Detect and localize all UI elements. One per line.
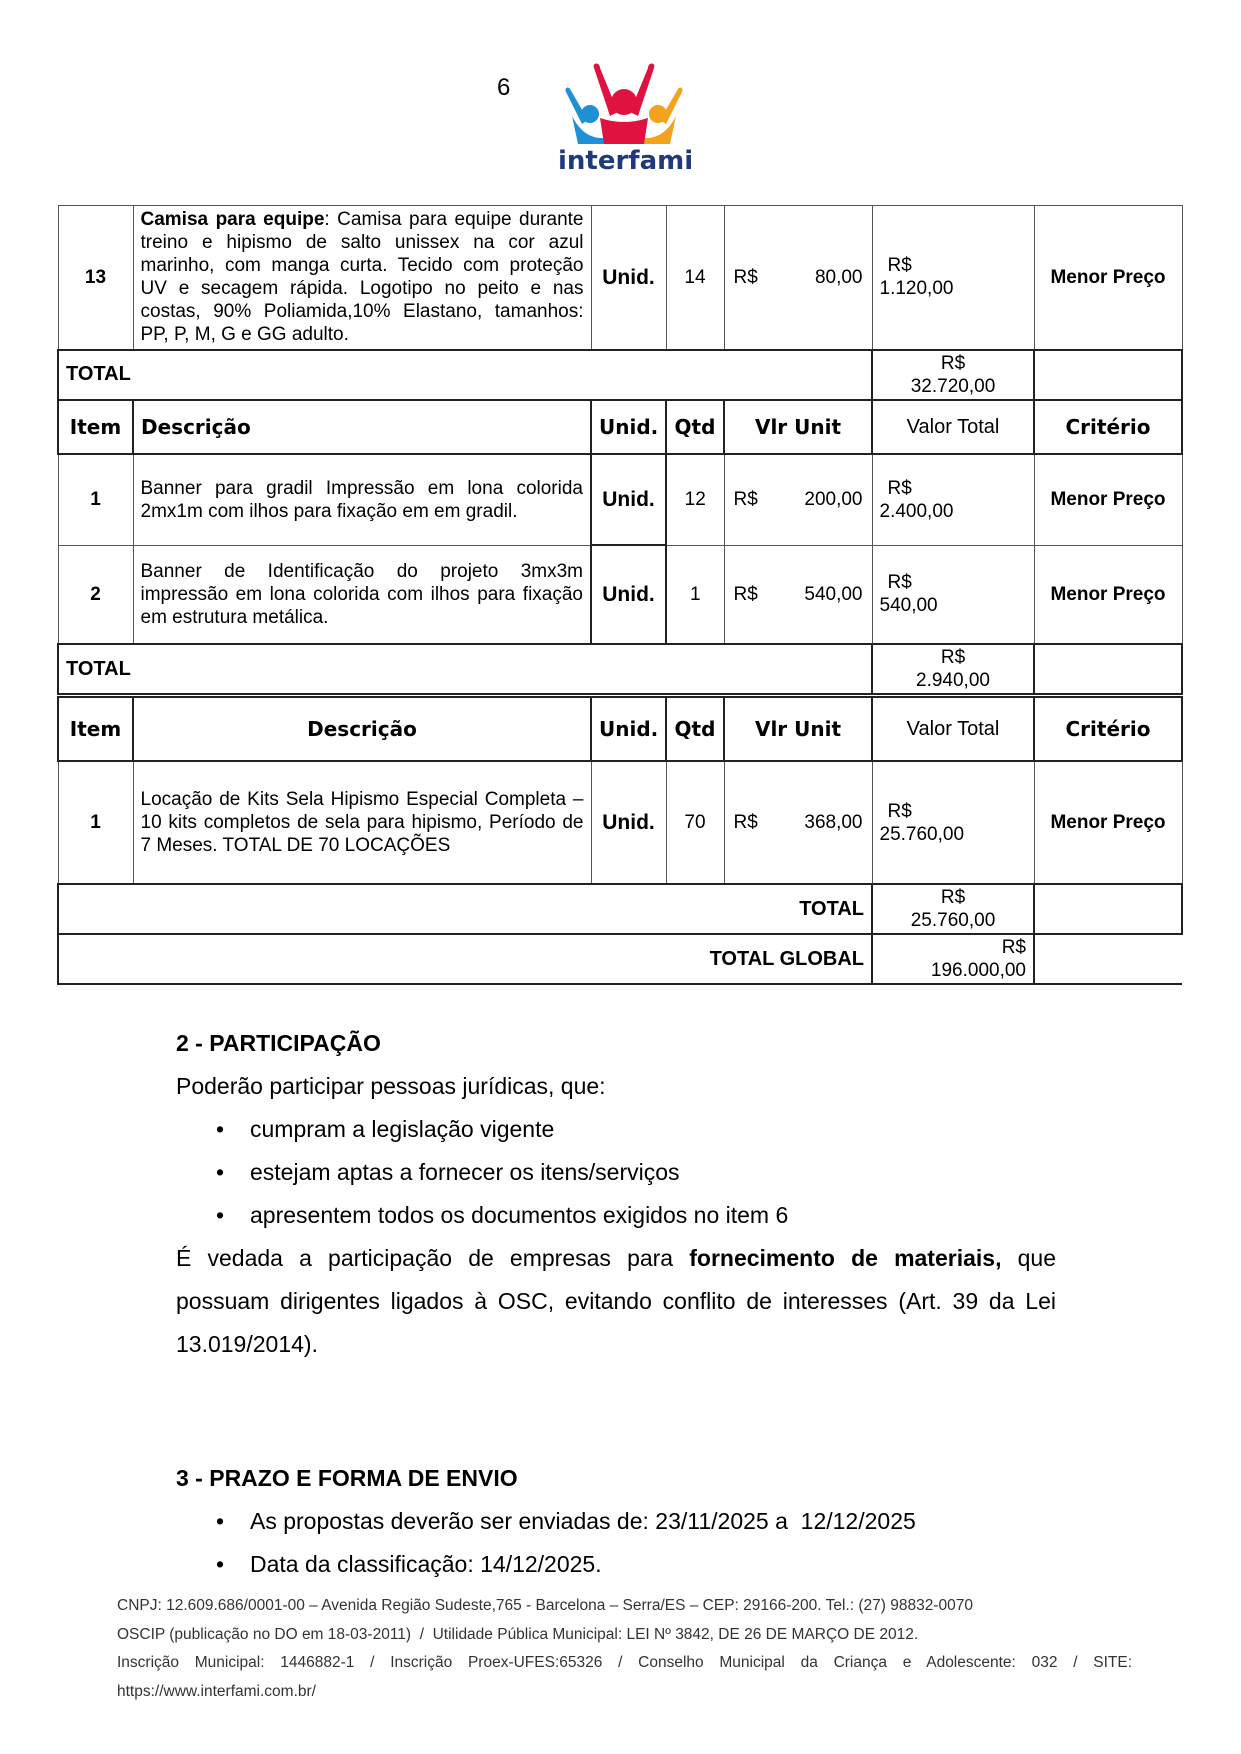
total-price (872, 761, 1034, 884)
quantity: 14 (666, 206, 724, 350)
table-row (58, 761, 1182, 884)
bold-text: fornecimento de materiais, (689, 1245, 1002, 1271)
global-total-value (872, 934, 1034, 984)
amount: 368,00 (804, 812, 863, 833)
items-table-continuation (57, 205, 1183, 401)
text: que (1001, 1245, 1056, 1271)
list-item-text: As propostas deverão ser enviadas de: 23/11/2025 a 12/12/2025 (250, 1508, 916, 1534)
bullet-list (176, 1500, 1056, 1586)
list-item (176, 1108, 1056, 1151)
total-price (872, 545, 1034, 644)
paragraph-line: 13.019/2014). (176, 1331, 318, 1357)
empty-cell (1034, 350, 1182, 400)
amount: 2.940,00 (916, 670, 990, 691)
item-number: 1 (58, 454, 133, 545)
total-row (58, 350, 1182, 400)
list-item (176, 1151, 1056, 1194)
description-bold: Camisa para equipe (140, 209, 325, 231)
paragraph-line: possuam dirigentes ligados à OSC, evitando conflito de interesses (Art. 39 da Lei (176, 1288, 1056, 1314)
list-item-text: estejam aptas a fornecer os itens/serviços (250, 1159, 680, 1185)
unit-price (724, 545, 872, 644)
quantity: 1 (666, 545, 724, 644)
page-number: 6 (497, 74, 511, 101)
total-price (872, 454, 1034, 545)
paragraph-line (176, 1237, 1056, 1280)
item-description (133, 206, 591, 350)
total-label: TOTAL (58, 350, 872, 400)
criterion: Menor Preço (1034, 761, 1182, 884)
criterion: Menor Preço (1034, 206, 1182, 350)
text: É vedada a participação de empresas para (176, 1245, 690, 1271)
currency: R$ (1001, 937, 1026, 958)
section-title: 2 - PARTICIPAÇÃO (176, 1030, 381, 1056)
section-intro: Poderão participar pessoas jurídicas, que: (176, 1073, 606, 1099)
section-title: 3 - PRAZO E FORMA DE ENVIO (176, 1465, 518, 1491)
amount: 32.720,00 (910, 375, 996, 397)
amount: 200,00 (804, 489, 863, 511)
header-description: Descrição (133, 400, 591, 454)
global-total-row (58, 934, 1182, 984)
unit-price (724, 206, 872, 350)
item-number: 2 (58, 545, 133, 644)
currency: R$ (887, 572, 912, 594)
total-row (58, 644, 1182, 694)
bullet-icon: • (216, 1202, 225, 1228)
unit: Unid. (591, 761, 666, 884)
section-prazo (176, 1457, 1056, 1586)
item-description: Banner para gradil Impressão em lona colorida 2mx1m com ilhos para fixação em em gradil. (133, 454, 591, 545)
header-unit: Unid. (591, 697, 666, 761)
bullet-icon: • (216, 1159, 225, 1185)
currency: R$ (940, 887, 966, 908)
item-description: Banner de Identificação do projeto 3mx3m impressão em lona colorida com ilhos para fixação em estrutura metálica. (133, 545, 591, 644)
empty-cell (1034, 884, 1182, 934)
list-item-text: Data da classificação: 14/12/2025. (250, 1551, 602, 1577)
unit-price (724, 454, 872, 545)
item-description: Locação de Kits Sela Hipismo Especial Completa – 10 kits completos de sela para hipismo, Período de 7 Meses. TOTAL DE 70 LOCAÇÕES (133, 761, 591, 884)
currency: R$ (733, 812, 758, 833)
header-qty: Qtd (666, 697, 724, 761)
header-unit-price: Vlr Unit (724, 400, 872, 454)
logo-figures-icon (558, 62, 690, 146)
total-label: TOTAL (58, 884, 872, 934)
page-footer (117, 1592, 1132, 1706)
amount: 540,00 (804, 583, 863, 605)
currency: R$ (733, 266, 758, 288)
table-row (58, 454, 1182, 545)
empty-cell (1034, 934, 1182, 984)
table-row (58, 545, 1182, 644)
global-total-label: TOTAL GLOBAL (58, 934, 872, 984)
header-criterion: Critério (1034, 697, 1182, 761)
currency: R$ (887, 477, 912, 499)
total-value (872, 350, 1034, 400)
bullet-icon: • (216, 1116, 225, 1142)
currency: R$ (887, 255, 912, 277)
total-row (58, 884, 1182, 934)
amount: 25.760,00 (910, 910, 996, 931)
table-header (58, 400, 1182, 454)
unit: Unid. (591, 206, 666, 350)
header-unit-price: Vlr Unit (724, 697, 872, 761)
currency: R$ (733, 489, 758, 511)
table-header (58, 697, 1182, 761)
bullet-icon: • (216, 1508, 225, 1534)
amount: 80,00 (814, 266, 863, 288)
item-number: 13 (58, 206, 133, 350)
saddle-rental-table (57, 696, 1183, 985)
list-item (176, 1543, 1056, 1586)
footer-link[interactable]: https://www.interfami.com.br/ (117, 1682, 316, 1700)
unit-price (724, 761, 872, 884)
header-item: Item (58, 697, 133, 761)
total-value (872, 884, 1034, 934)
currency: R$ (940, 352, 966, 374)
amount: 1.120,00 (879, 278, 954, 300)
table-row (58, 206, 1182, 350)
criterion: Menor Preço (1034, 545, 1182, 644)
header-criterion: Critério (1034, 400, 1182, 454)
total-label: TOTAL (58, 644, 872, 694)
total-value (872, 644, 1034, 694)
interfami-logo (558, 62, 694, 177)
list-item (176, 1500, 1056, 1543)
list-item-text: apresentem todos os documentos exigidos no item 6 (250, 1202, 789, 1228)
bullet-icon: • (216, 1551, 225, 1577)
amount: 540,00 (879, 595, 938, 617)
criterion: Menor Preço (1034, 454, 1182, 545)
header-description: Descrição (133, 697, 591, 761)
section-participacao (176, 1022, 1056, 1366)
description-text: : Camisa para equipe durante treino e hipismo de salto unissex na cor azul marinho, com manga curta. Tecido com proteção UV e secagem rápida. Logotipo no peito e nas costas, 90% Poliamida,10% Elastano, tamanhos: PP, P, M, G e GG adulto. (140, 209, 584, 346)
header-unit: Unid. (591, 400, 666, 454)
amount: 2.400,00 (879, 500, 954, 522)
quantity: 70 (666, 761, 724, 884)
unit: Unid. (591, 545, 666, 644)
currency: R$ (940, 647, 966, 668)
banners-table (57, 399, 1183, 695)
unit: Unid. (591, 454, 666, 545)
logo-text: interfami (558, 146, 694, 176)
header-total-value: Valor Total (872, 400, 1034, 454)
bullet-list (176, 1108, 1056, 1237)
list-item-text: cumpram a legislação vigente (250, 1116, 555, 1142)
header-total-value: Valor Total (872, 697, 1034, 761)
currency: R$ (887, 800, 912, 822)
list-item (176, 1194, 1056, 1237)
item-number: 1 (58, 761, 133, 884)
footer-line: OSCIP (publicação no DO em 18-03-2011) / Utilidade Pública Municipal: LEI Nº 3842, DE 26 DE MARÇO DE 2012. (117, 1625, 919, 1643)
footer-line: CNPJ: 12.609.686/0001-00 – Avenida Região Sudeste,765 - Barcelona – Serra/ES – CEP: 29166-200. Tel.: (27) 98832-0070 (117, 1597, 973, 1614)
amount: 25.760,00 (879, 823, 965, 845)
total-price (872, 206, 1034, 350)
footer-line: Inscrição Municipal: 1446882-1 / Inscrição Proex-UFES:65326 / Conselho Municipal da Criança e Adolescente: 032 / SITE: (117, 1654, 1132, 1671)
header-qty: Qtd (666, 400, 724, 454)
empty-cell (1034, 644, 1182, 694)
header-item: Item (58, 400, 133, 454)
quantity: 12 (666, 454, 724, 545)
currency: R$ (733, 583, 758, 605)
amount: 196.000,00 (930, 960, 1026, 981)
